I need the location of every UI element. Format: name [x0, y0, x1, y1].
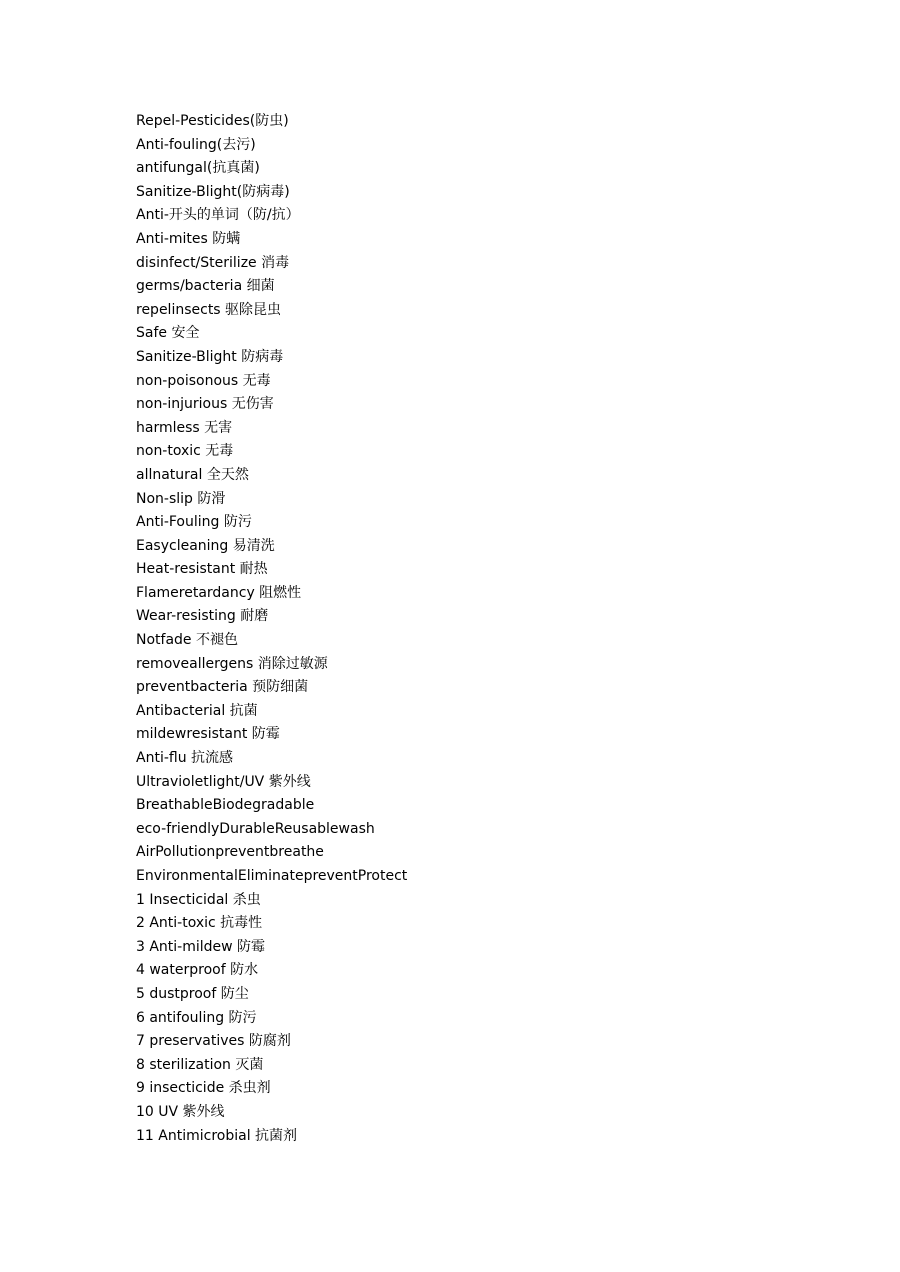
vocabulary-line: 4 waterproof 防水	[136, 962, 259, 979]
vocabulary-line: Anti-fouling(去污)	[136, 136, 256, 153]
vocabulary-line: 6 antifouling 防污	[136, 1009, 257, 1026]
vocabulary-line: 1 Insecticidal 杀虫	[136, 891, 261, 908]
vocabulary-line: Easycleaning 易清洗	[136, 537, 275, 554]
vocabulary-line: Non-slip 防滑	[136, 490, 226, 507]
vocabulary-line: Flameretardancy 阻燃性	[136, 584, 302, 601]
vocabulary-line: Safe 安全	[136, 325, 200, 342]
vocabulary-line: repelinsects 驱除昆虫	[136, 301, 282, 318]
vocabulary-list	[136, 110, 407, 1148]
vocabulary-line: 2 Anti-toxic 抗毒性	[136, 915, 263, 932]
vocabulary-line: Antibacterial 抗菌	[136, 702, 258, 719]
vocabulary-line: Anti-Fouling 防污	[136, 514, 252, 531]
vocabulary-line: eco-friendlyDurableReusablewash	[136, 820, 375, 837]
vocabulary-line: Wear-resisting 耐磨	[136, 608, 269, 625]
vocabulary-line: 5 dustproof 防尘	[136, 985, 249, 1002]
vocabulary-line: Sanitize-Blight(防病毒)	[136, 183, 290, 200]
vocabulary-line: Repel-Pesticides(防虫)	[136, 113, 289, 129]
vocabulary-line: Anti-mites 防螨	[136, 230, 241, 247]
vocabulary-line: 7 preservatives 防腐剂	[136, 1033, 291, 1050]
vocabulary-line: preventbacteria 预防细菌	[136, 679, 309, 696]
vocabulary-line: Heat-resistant 耐热	[136, 561, 268, 578]
vocabulary-line: AirPollutionpreventbreathe	[136, 844, 324, 861]
vocabulary-line: non-poisonous 无毒	[136, 372, 271, 389]
vocabulary-line: Anti-开头的单词（防/抗）	[136, 207, 300, 224]
vocabulary-line: harmless 无害	[136, 419, 233, 436]
vocabulary-line: germs/bacteria 细菌	[136, 278, 275, 295]
vocabulary-line: antifungal(抗真菌)	[136, 160, 260, 177]
vocabulary-line: 3 Anti-mildew 防霉	[136, 938, 266, 955]
vocabulary-line: non-injurious 无伤害	[136, 396, 274, 413]
vocabulary-line: 10 UV 紫外线	[136, 1103, 225, 1120]
vocabulary-line: Anti-flu 抗流感	[136, 750, 234, 767]
vocabulary-line: disinfect/Sterilize 消毒	[136, 254, 290, 271]
vocabulary-line: BreathableBiodegradable	[136, 797, 315, 814]
vocabulary-line: EnvironmentalEliminatepreventProtect	[136, 868, 408, 884]
vocabulary-line: Ultravioletlight/UV 紫外线	[136, 773, 311, 790]
vocabulary-line: non-toxic 无毒	[136, 443, 234, 460]
vocabulary-line: removeallergens 消除过敏源	[136, 655, 328, 672]
vocabulary-line: 11 Antimicrobial 抗菌剂	[136, 1127, 298, 1144]
vocabulary-line: 8 sterilization 灭菌	[136, 1056, 264, 1073]
vocabulary-line: mildewresistant 防霉	[136, 726, 280, 743]
vocabulary-line: allnatural 全天然	[136, 466, 249, 483]
vocabulary-line: Notfade 不褪色	[136, 632, 238, 649]
vocabulary-line: 9 insecticide 杀虫剂	[136, 1080, 271, 1097]
vocabulary-line: Sanitize-Blight 防病毒	[136, 348, 284, 365]
